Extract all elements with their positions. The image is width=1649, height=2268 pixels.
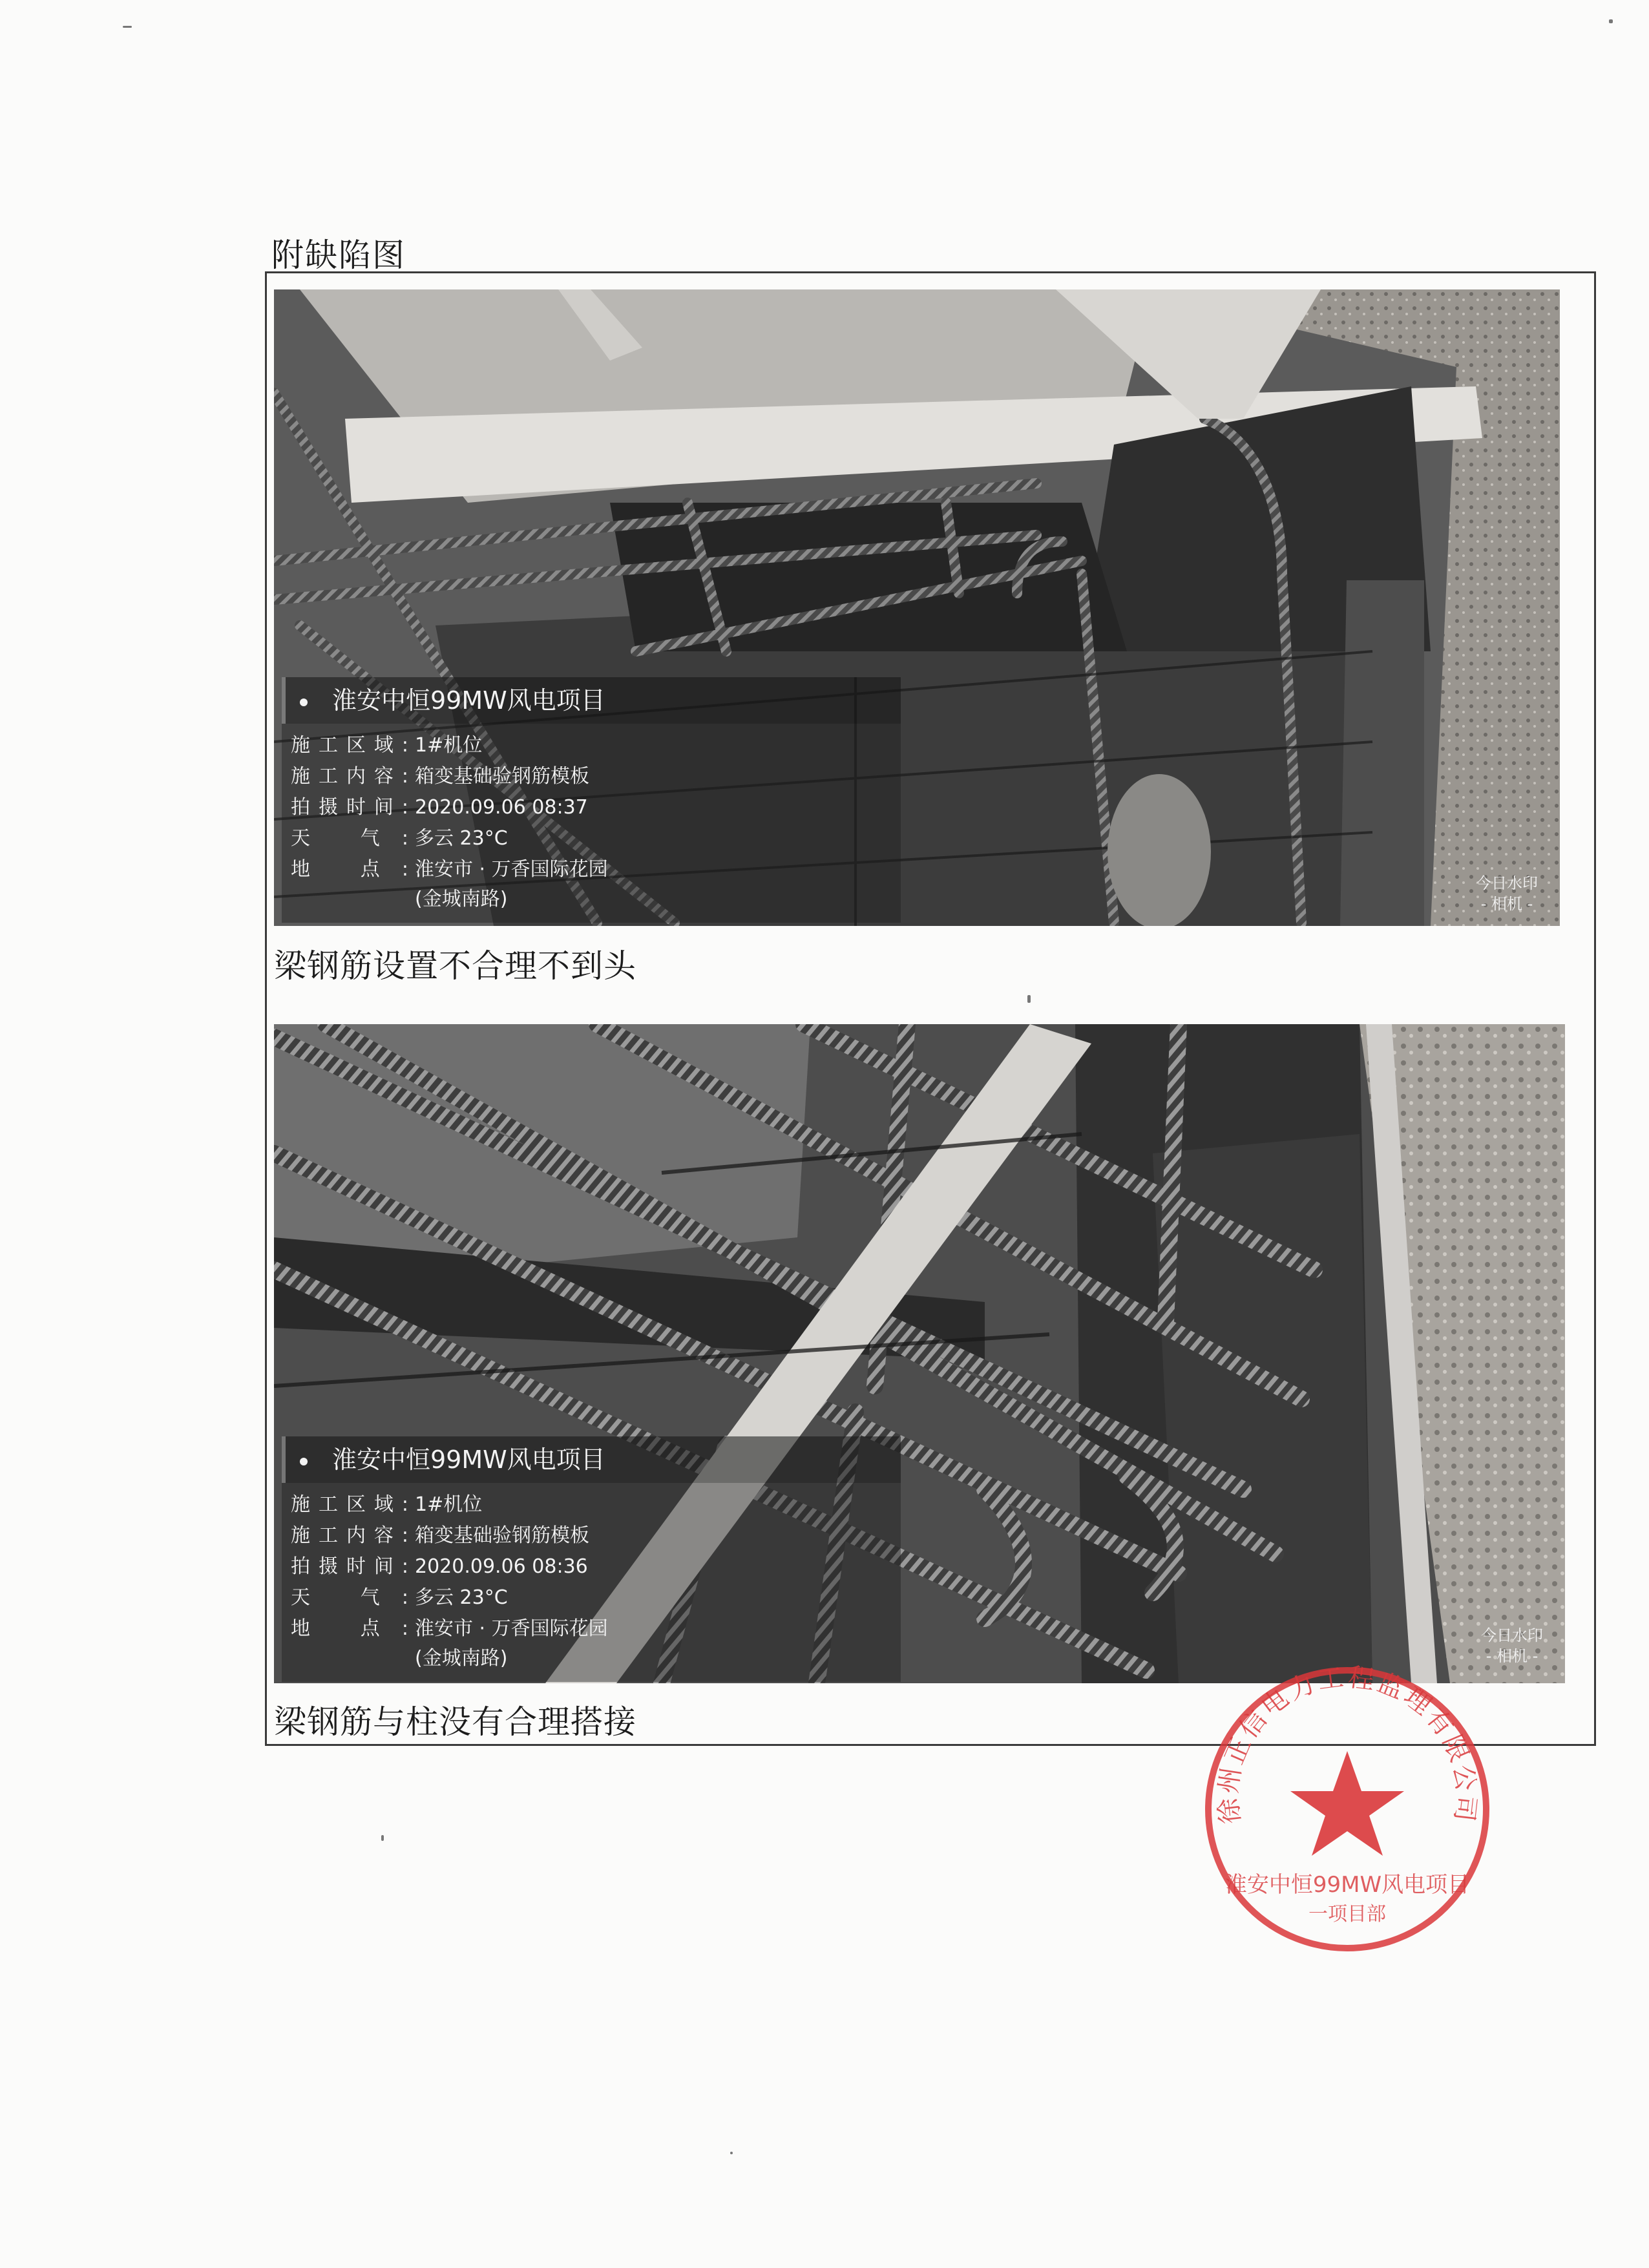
scan-speck bbox=[730, 2152, 733, 2154]
watermark-address-extra: (金城南路) bbox=[415, 1647, 508, 1670]
photo-caption-1: 梁钢筋设置不合理不到头 bbox=[274, 947, 636, 985]
photo-watermark-1 bbox=[282, 677, 901, 923]
bullet-icon bbox=[300, 698, 308, 706]
watermark-row-time: 拍摄时间: 2020.09.06 08:36 bbox=[291, 1555, 588, 1578]
camera-badge: 今日水印 - 相机 - bbox=[1481, 1626, 1543, 1665]
photo-watermark-2 bbox=[282, 1436, 901, 1682]
star-icon bbox=[1290, 1751, 1404, 1856]
watermark-row-content: 施工内容: 箱变基础验钢筋模板 bbox=[291, 765, 589, 788]
svg-text:一项目部: 一项目部 bbox=[1308, 1903, 1386, 1926]
watermark-address-extra: (金城南路) bbox=[415, 888, 508, 910]
company-seal bbox=[1192, 1654, 1502, 1964]
page-heading: 附缺陷图 bbox=[271, 236, 406, 274]
svg-text:徐州正信电力工程监理有限公司: 徐州正信电力工程监理有限公司 bbox=[1213, 1662, 1482, 1826]
scan-speck bbox=[381, 1835, 384, 1841]
scan-speck bbox=[1609, 19, 1613, 23]
watermark-row-area: 施工区域: 1#机位 bbox=[291, 734, 483, 757]
watermark-row-weather: 天 气: 多云 23°C bbox=[291, 827, 508, 850]
defect-photo-1 bbox=[274, 289, 1560, 926]
camera-badge: 今日水印 - 相机 - bbox=[1476, 874, 1538, 913]
watermark-row-location: 地 点: 淮安市 · 万香国际花园 bbox=[291, 858, 608, 881]
watermark-title: 淮安中恒99MW风电项目 bbox=[282, 1436, 901, 1483]
watermark-row-area: 施工区域: 1#机位 bbox=[291, 1493, 483, 1516]
scan-speck bbox=[123, 26, 132, 28]
watermark-row-weather: 天 气: 多云 23°C bbox=[291, 1586, 508, 1609]
watermark-row-location: 地 点: 淮安市 · 万香国际花园 bbox=[291, 1617, 608, 1640]
bullet-icon bbox=[300, 1458, 308, 1465]
scan-speck bbox=[1027, 995, 1031, 1003]
photo-caption-2: 梁钢筋与柱没有合理搭接 bbox=[274, 1703, 636, 1741]
watermark-title: 淮安中恒99MW风电项目 bbox=[282, 677, 901, 724]
defect-photo-2 bbox=[274, 1024, 1565, 1683]
watermark-row-time: 拍摄时间: 2020.09.06 08:37 bbox=[291, 796, 588, 819]
svg-text:淮安中恒99MW风电项目: 淮安中恒99MW风电项目 bbox=[1224, 1872, 1470, 1898]
watermark-row-content: 施工内容: 箱变基础验钢筋模板 bbox=[291, 1524, 589, 1547]
